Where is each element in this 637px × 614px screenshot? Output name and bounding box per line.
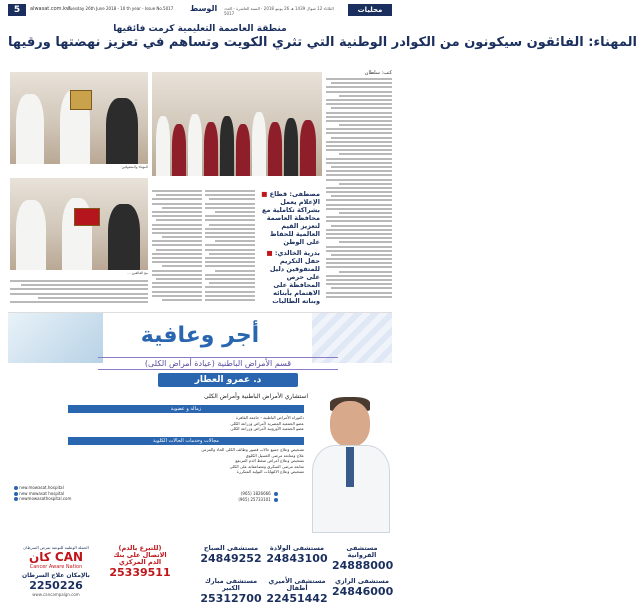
directory-entry: مستشفى الصباح 24849252 <box>200 544 262 565</box>
directory-entry: مستشفى الفروانية 24888000 <box>332 544 394 572</box>
hospital-advertisement <box>8 312 392 542</box>
can-slogan: بالإمكان علاج السرطان <box>22 572 90 579</box>
blood-donation-label: (للتبرع بالدم) الاتصال على بنك الدم المركزي <box>113 544 167 566</box>
doctor-title: استشاري الأمراض الباطنية وأمراض الكلى <box>204 393 308 400</box>
facebook-icon <box>14 492 18 496</box>
section-label: محليات <box>348 4 392 16</box>
service-item: تشخيص وعلاج الالتهابات البولية المتكررة <box>236 469 304 474</box>
text-column-right <box>326 70 392 306</box>
service-item: علاج ومتابعة مرضى الغسيل الكلوي <box>245 452 304 458</box>
can-campaign-title: الحملة الوطنية للتوعية بمرض السرطان <box>23 545 89 550</box>
instagram-icon <box>14 486 18 490</box>
social-contacts <box>12 485 122 502</box>
can-phone[interactable]: 2250226 <box>29 579 83 592</box>
contact-instagram: new.mowasat.hospital <box>19 485 64 490</box>
directory-entry: مستشفى مبارك الكبير 25312700 <box>200 577 262 605</box>
page-number: 5 <box>8 4 26 16</box>
services-heading: مجالات وخدمات الحالات الكلوية <box>68 437 304 445</box>
qualifications-heading: زمالة و عضوية <box>68 405 304 413</box>
service-item: تشخيص وعلاج أمراض ضغط الدم المرتفع <box>235 458 304 463</box>
web-icon <box>14 497 18 501</box>
qualification-item: عضو الجمعية المصرية لأمراض وزراعة الكلى <box>230 420 304 426</box>
article-byline: كتب: سلطان <box>364 70 392 76</box>
qualification-item: عضو الجمعية الأوروبية لأمراض وزراعة الكلى <box>230 426 304 431</box>
article-headline: المهناء: الفائقون سيكونون من الكوادر الوطنية التي تثري الكويت وتساهم في تعزيز نهضتها ورقيها <box>8 35 637 50</box>
text-column-2 <box>205 190 255 308</box>
phone-icon <box>274 492 278 496</box>
phone-directory <box>8 545 392 611</box>
text-column-3 <box>152 190 202 308</box>
subheading-2: بدرية الخالدي: حفل التكريم للمتفوقين دليل على حرص المحافظة على الاهتمام بأبنائه وبناته الطالبات <box>269 249 320 305</box>
text-strip-left <box>10 280 148 308</box>
doctor-portrait <box>308 383 392 533</box>
issue-info-ar: الثلاثاء 12 شوال 1439 هـ 26 يونيو 2018 - السنة العاشرة - العدد 5017 <box>224 6 334 16</box>
fax-icon <box>274 498 278 502</box>
directory-entry: مستشفى الأميري أطفال 22451442 <box>266 577 328 605</box>
ad-phone-2[interactable]: (965) 25733101 <box>238 496 271 502</box>
service-item: متابعة مرضى السكري ومضاعفاته على الكلى <box>229 463 304 469</box>
site-url[interactable]: alwasat.com.kw <box>30 6 71 12</box>
contact-website: newmowasathospital.com <box>19 496 72 501</box>
ad-subtitle: قسم الأمراض الباطنية (عيادة أمراض الكلى) <box>98 357 338 370</box>
award-photo-1 <box>10 72 148 164</box>
subheading-1: مصطفى: قطاع الإعلام يعمل بشراكة تكاملية مع محافظة العاصمة لتعزيز القيم العالمية للحفاظ على الوطن <box>262 190 320 246</box>
directory-entry: مستشفى الولادة 24843100 <box>266 544 328 565</box>
services-list <box>68 447 304 475</box>
group-photo <box>152 72 322 176</box>
photo-caption-2: ... مع الفائقين <box>127 271 148 275</box>
can-logo: كان CAN <box>28 550 84 564</box>
blood-donation <box>108 545 172 579</box>
phone-contacts <box>208 491 278 502</box>
directory-entry: مستشفى الرازي 24846000 <box>332 577 394 598</box>
blood-donation-number[interactable]: 25339511 <box>109 566 171 579</box>
issue-date: Tuesday 26th June 2018 - 10 th year - Issue No.5017 <box>68 6 174 11</box>
contact-facebook: new mowasat hospital <box>19 490 65 496</box>
can-campaign <box>8 545 104 611</box>
article-kicker: منطقة العاصمة التعليمية كرمت فائقيها <box>113 24 287 34</box>
service-item: تشخيص وعلاج جميع حالات قصور وظائف الكلى الحاد والمزمن <box>201 447 304 452</box>
subheadings: ■ مصطفى: قطاع الإعلام يعمل بشراكة تكاملية مع محافظة العاصمة لتعزيز القيم العالمية للحفاظ على الوطن ■ بدرية الخالدي: حفل التكريم للمتفوقين دليل على حرص المحافظة على الاهتمام بأبنائه وبناته الطالبات <box>261 190 320 305</box>
award-photo-2 <box>10 178 148 270</box>
can-url[interactable]: www.cancampaign.com <box>32 592 80 597</box>
can-english: Cancer Aware Nation <box>29 564 83 570</box>
newspaper-logo: الوسط <box>190 4 218 13</box>
doctor-name: د. عمرو العطار <box>158 373 298 387</box>
photo-caption-1: المهناء والمتفوقين <box>121 165 148 169</box>
page-header <box>8 4 392 16</box>
qualifications-list <box>68 415 304 432</box>
ad-phone-1[interactable]: (965) 1826666 <box>240 491 271 496</box>
ad-title: أجر وعافية <box>140 323 260 348</box>
qualification-item: دكتوراه الأمراض الباطنية - جامعة القاهرة <box>236 415 304 420</box>
